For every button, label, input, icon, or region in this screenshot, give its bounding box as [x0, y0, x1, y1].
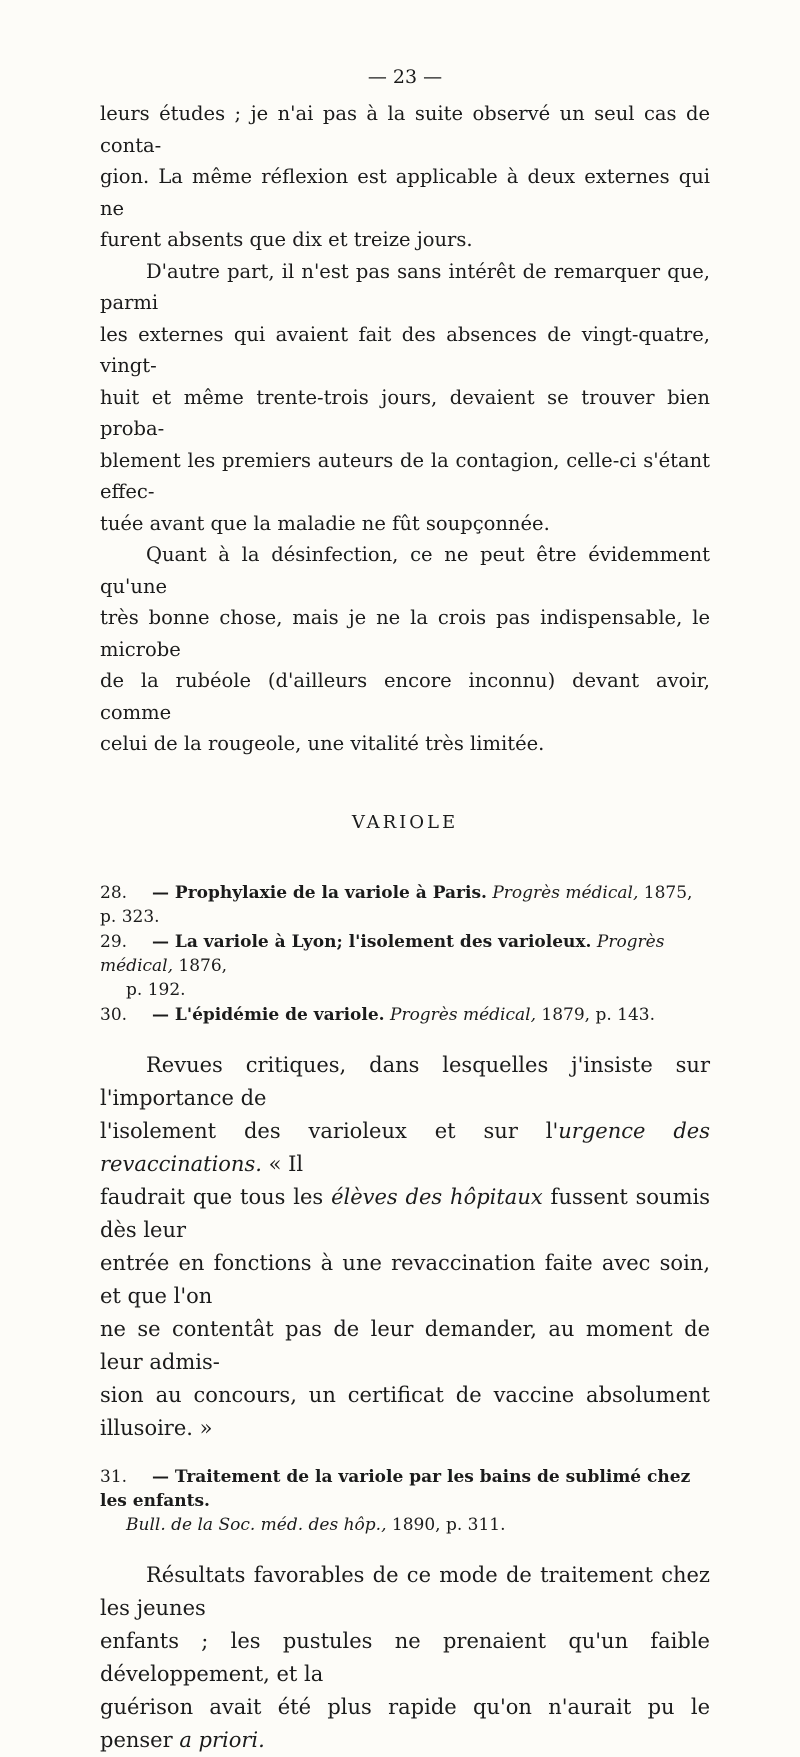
paragraph-desinfection [100, 539, 710, 760]
text-line: enfants ; les pustules ne prenaient qu'un faible développement, et la [100, 1628, 710, 1686]
reference-tail: 1890, p. 311. [391, 1514, 506, 1535]
reference-journal: Progrès médical, [492, 882, 639, 903]
text-line: tuée avant que la maladie ne fût soupçonnée. [100, 511, 550, 535]
page-number: — 23 — [367, 66, 443, 88]
paragraph-externes [100, 256, 710, 540]
text-line: sion au concours, un certificat de vaccine absolument illusoire. » [100, 1382, 710, 1440]
text-line: entrée en fonctions à une revaccination faite avec soin, et que l'on [100, 1250, 710, 1308]
emphasis-text: a priori. [179, 1727, 265, 1752]
text-line: les externes qui avaient fait des absences de vingt-quatre, vingt- [100, 322, 710, 377]
text-line [100, 1181, 710, 1247]
paragraph-resultats [100, 1559, 710, 1757]
text-run: fussent soumis dès leur [100, 1184, 710, 1242]
reference-item-31 [100, 1465, 710, 1537]
section-heading: VARIOLE [351, 811, 459, 833]
reference-title: — Prophylaxie de la variole à Paris. [152, 882, 487, 903]
text-line: celui de la rougeole, une vitalité très limitée. [100, 732, 545, 755]
reference-title: — Traitement de la variole par les bains de sublimé chez les enfants. [100, 1466, 691, 1511]
reference-number: 29. [100, 931, 128, 952]
text-line: furent absents que dix et treize jours. [100, 228, 473, 251]
reference-number: 30. [100, 1004, 128, 1025]
emphasis-text: élèves des hôpitaux [331, 1184, 543, 1209]
text-line: Résultats favorables de ce mode de traitement chez les jeunes [100, 1562, 710, 1620]
reference-item [100, 1003, 710, 1027]
text-run: « Il [261, 1151, 304, 1176]
text-line: gion. La même réflexion est applicable à deux externes qui ne [100, 165, 710, 220]
reference-continuation: p. 192. [126, 979, 186, 1000]
text-line: blement les premiers auteurs de la contagion, celle-ci s'étant effec- [100, 448, 710, 503]
paragraph-contagion [100, 98, 710, 256]
text-line: huit et même trente-trois jours, devaient se trouver bien proba- [100, 385, 710, 440]
reference-continuation [100, 1513, 710, 1537]
text-line: D'autre part, il n'est pas sans intérêt de remarquer que, parmi [100, 259, 710, 314]
reference-tail: 1876, [178, 955, 228, 976]
paragraph-revues [100, 1049, 710, 1445]
text-line: Quant à la désinfection, ce ne peut être évidemment qu'une [100, 543, 710, 598]
reference-title: — L'épidémie de variole. [152, 1004, 385, 1025]
text-run: l'isolement des varioleux et sur l' [100, 1118, 559, 1143]
text-line: de la rubéole (d'ailleurs encore inconnu) devant avoir, comme [100, 669, 710, 724]
text-line [100, 1691, 710, 1757]
reference-item [100, 930, 710, 1002]
reference-tail: 1879, p. 143. [541, 1004, 656, 1025]
text-line: Revues critiques, dans lesquelles j'insiste sur l'importance de [100, 1052, 710, 1110]
reference-number: 28. [100, 882, 128, 903]
reference-journal: Progrès médical, [100, 931, 665, 976]
text-line: ne se contentât pas de leur demander, au moment de leur admis- [100, 1316, 710, 1374]
text-line [100, 1115, 710, 1181]
reference-number: 31. [100, 1466, 128, 1487]
text-run: faudrait que tous les [100, 1184, 332, 1209]
reference-journal: Bull. de la Soc. méd. des hôp., [126, 1514, 387, 1535]
reference-tail: 1875, p. 323. [100, 882, 693, 927]
emphasis-text: urgence des revaccinations. [100, 1118, 710, 1176]
text-run: guérison avait été plus rapide qu'on n'aurait pu le penser [100, 1694, 710, 1752]
reference-list [100, 881, 710, 1027]
document-page [100, 62, 710, 1757]
reference-item [100, 881, 710, 929]
reference-title: — La variole à Lyon; l'isolement des varioleux. [152, 931, 592, 952]
text-line: très bonne chose, mais je ne la crois pas indispensable, le microbe [100, 606, 710, 661]
text-line: leurs études ; je n'ai pas à la suite observé un seul cas de conta- [100, 102, 710, 157]
reference-journal: Progrès médical, [390, 1004, 536, 1025]
